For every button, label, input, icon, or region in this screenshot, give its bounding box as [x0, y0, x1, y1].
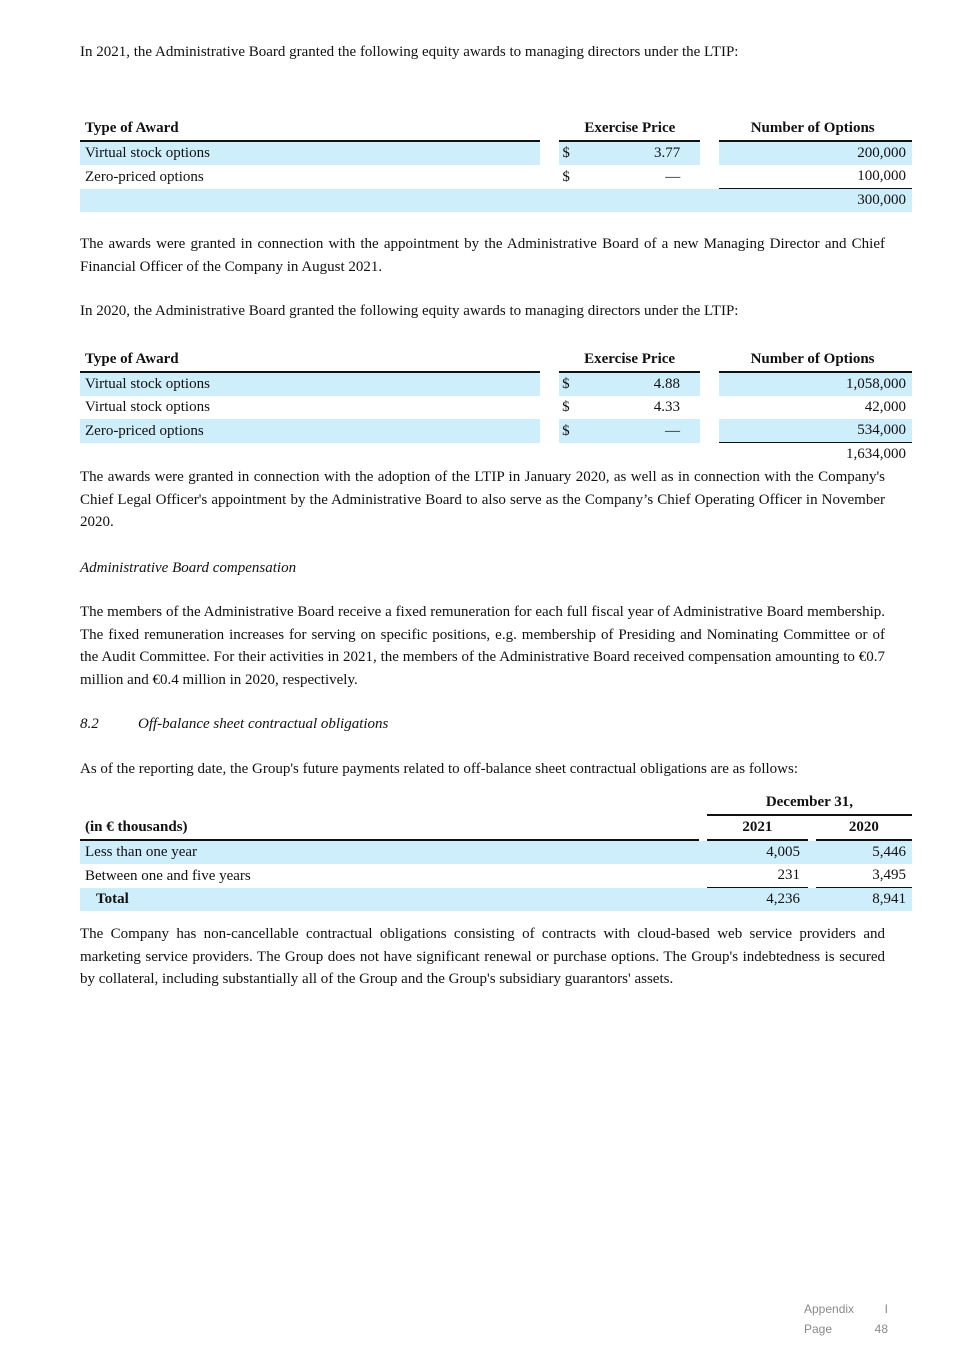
table-header-row	[80, 348, 912, 373]
col-header-options: Number of Options	[719, 348, 912, 373]
intro-2021: In 2021, the Administrative Board granted the following equity awards to managing directors under the LTIP:	[80, 44, 739, 60]
table-row: Zero-priced options $ — 100,000	[80, 165, 912, 189]
section-title: Off-balance sheet contractual obligations	[138, 716, 389, 732]
obligations-intro: As of the reporting date, the Group's future payments related to off-balance sheet contractual obligations are as follows:	[80, 761, 799, 777]
year-header-2021: 2021	[707, 816, 808, 841]
obligations-year-header-row	[80, 816, 912, 841]
table-row: Virtual stock options $ 4.88 1,058,000	[80, 373, 912, 396]
col-header-price: Exercise Price	[559, 117, 700, 142]
table-row: Virtual stock options $ 4.33 42,000	[85, 399, 906, 415]
board-para: The members of the Administrative Board receive a fixed remuneration for each full fiscal year of Administrative Board membership. The fixed remuneration increases for serving on specific positions, e.g. membership of Presiding and Nominating Committee or of the Audit Committee. For their activities in 2021, the members of the Administrative Board received compensation amounting to €0.7 million and €0.4 million in 2020, respectively.	[80, 604, 885, 688]
table-total-row: Total 4,236 8,941	[80, 888, 912, 911]
unit-label: (in € thousands)	[80, 816, 699, 841]
table-header-row	[80, 117, 912, 142]
section-heading	[80, 713, 388, 736]
date-header: December 31,	[707, 791, 912, 816]
table-total-row: 1,634,000	[846, 446, 906, 462]
table-row: Between one and five years 231 3,495	[80, 864, 912, 888]
para-2021: The awards were granted in connection with the appointment by the Administrative Board of a new Managing Director and Chief Financial Officer of the Company in August 2021.	[80, 236, 885, 275]
col-header-type: Type of Award	[80, 117, 540, 142]
page-number: 48	[874, 1322, 888, 1336]
section-number: 8.2	[80, 716, 99, 732]
obligations-date-header-row	[80, 791, 912, 816]
year-header-2020: 2020	[816, 816, 912, 841]
awards-table-2020	[80, 348, 912, 466]
obligations-table	[80, 791, 912, 911]
intro-2020: In 2020, the Administrative Board granted the following equity awards to managing directors under the LTIP:	[80, 303, 739, 319]
col-header-type: Type of Award	[80, 348, 540, 373]
footer-page: Page 48	[804, 1319, 888, 1339]
board-heading: Administrative Board compensation	[80, 560, 297, 576]
table-total-row: 300,000	[80, 189, 912, 212]
awards-table-2021	[80, 117, 912, 212]
col-header-options: Number of Options	[719, 117, 912, 142]
closing-para: The Company has non-cancellable contractual obligations consisting of contracts with cloud-based web service providers and marketing service providers. The Group does not have significant renewal or purchase options. The Group's indebtedness is secured by collateral, including substantially all of the Group and the Group's subsidiary guarantors' assets.	[80, 926, 885, 987]
para-2020: The awards were granted in connection with the adoption of the LTIP in January 2020, as well as in connection with the Company's Chief Legal Officer's appointment by the Administrative Board to also serve as the Company’s Chief Operating Officer in November 2020.	[80, 469, 885, 530]
table-row: Less than one year 4,005 5,446	[80, 841, 912, 864]
footer-appendix: Appendix I	[804, 1302, 888, 1316]
col-header-price: Exercise Price	[559, 348, 700, 373]
table-row: Zero-priced options $ — 534,000	[80, 419, 912, 443]
table-row: Virtual stock options $ 3.77 200,000	[80, 142, 912, 165]
page-footer	[804, 1299, 888, 1339]
